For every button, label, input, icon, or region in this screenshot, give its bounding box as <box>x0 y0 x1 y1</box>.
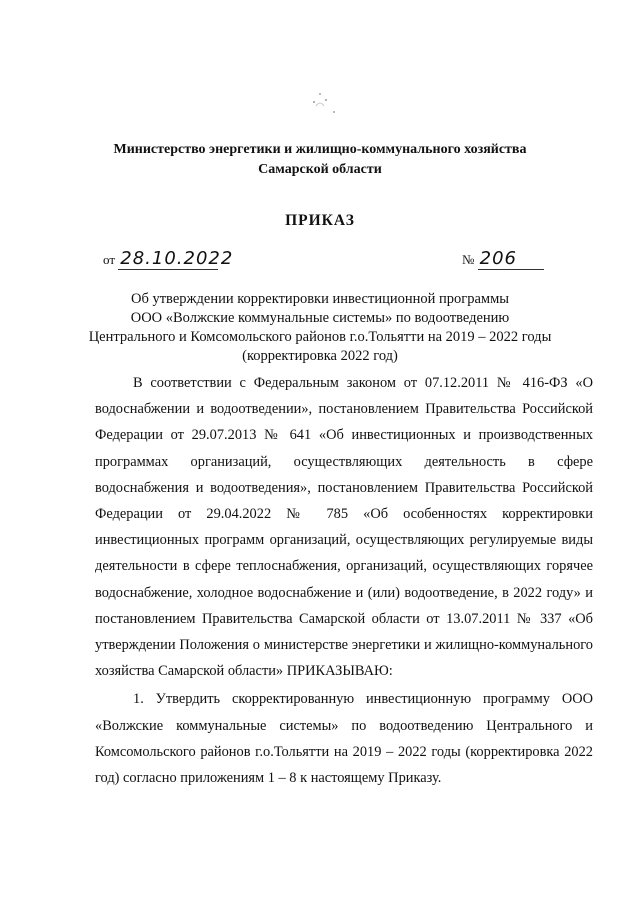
number-prefix: № <box>462 252 475 267</box>
subject-line: Центрального и Комсомольского районов г.о.Тольятти на 2019 – 2022 годы <box>88 329 552 345</box>
document-type-title: ПРИКАЗ <box>285 212 355 229</box>
ministry-name: Министерство энергетики и жилищно-коммунального хозяйства <box>113 142 527 157</box>
order-item-1: 1. Утвердить скорректированную инвестиционную программу ООО «Волжские коммунальные системы» по водоотведению Центрального и Комсомольского районов г.о.Тольятти на 2019 – 2022 годы (корректировка 2022 год) согласно приложениям 1 – 8 к настоящему Приказу. <box>95 691 593 787</box>
order-number <box>462 248 544 270</box>
ministry-header <box>80 140 560 180</box>
order-body <box>95 370 593 791</box>
ministry-region: Самарской области <box>258 162 382 177</box>
order-subject <box>80 290 560 366</box>
subject-line: ООО «Волжские коммунальные системы» по водоотведению <box>130 310 510 326</box>
handwritten-number: 206 <box>478 248 544 270</box>
date-prefix: от <box>103 252 116 267</box>
emblem-icon <box>300 80 340 120</box>
subject-line: Об утверждении корректировки инвестиционной программы <box>131 291 509 307</box>
subject-line: (корректировка 2022 год) <box>242 348 398 364</box>
handwritten-date: 28.10.2022 <box>120 248 234 269</box>
order-date <box>103 248 234 270</box>
preamble-paragraph: В соответствии с Федеральным законом от 07.12.2011 № 416-ФЗ «О водоснабжении и водоотведении», постановлением Правительства Российской Федерации от 29.07.2013 № 641 «Об инвестиционных и производственных программах организаций, осуществляющих деятельность в сфере водоснабжения и водоотведения», постановлением Правительства Российской Федерации от 29.04.2022 № 785 «Об особенностях корректировки инвестиционных программ организаций, осуществляющих регулируемые виды деятельности в сфере теплоснабжения, организаций, осуществляющих горячее водоснабжение, холодное водоснабжение и (или) водоотведение, в 2022 году» и постановлением Правительства Самарской области от 13.07.2011 № 337 «Об утверждении Положения о министерстве энергетики и жилищно-коммунального хозяйства Самарской области» ПРИКАЗЫВАЮ: <box>95 375 593 680</box>
